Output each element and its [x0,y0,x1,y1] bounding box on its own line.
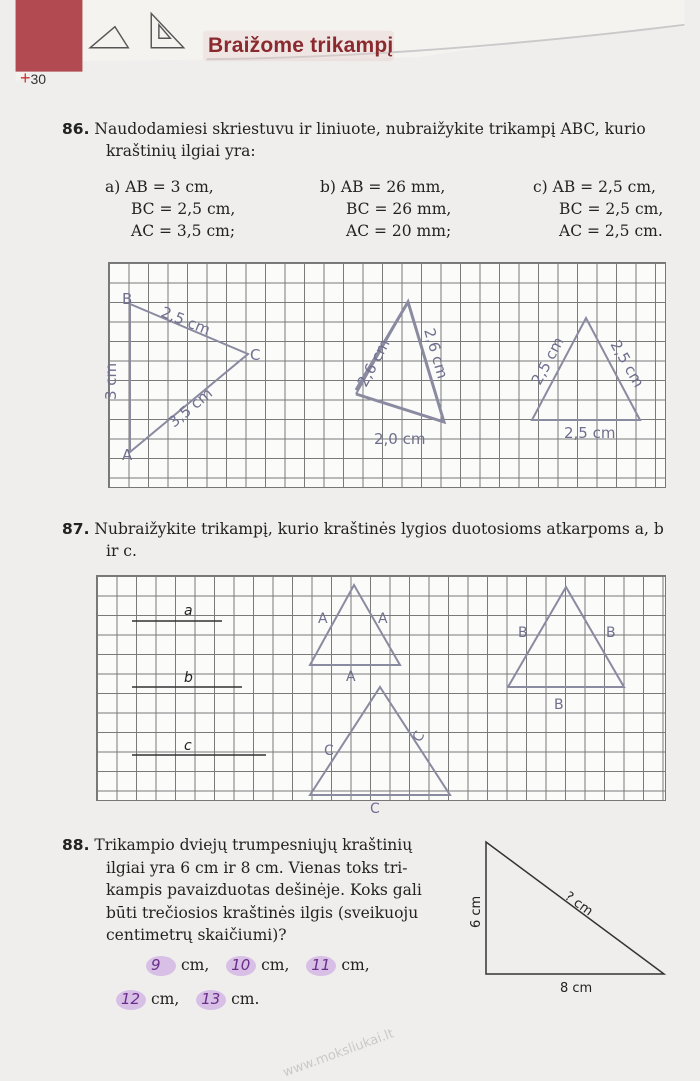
watermark: www.moksliukai.lt [280,1026,396,1081]
answers-row-1: 9 cm, 10 cm, 11 cm, [146,954,370,976]
segment-a-label: a [184,603,193,619]
answer-10: 10 [226,956,256,976]
page-number: +30 [20,68,47,88]
exercise-86-text: 86. Naudodamiesi skriestuvu ir liniuote, nubraižykite trikampį ABC, kurio kraštinių ilgiai yra: [62,120,646,160]
svg-text:C: C [409,728,429,745]
svg-text:A: A [378,611,388,627]
answer-12: 12 [116,990,146,1010]
side-6cm-label: 6 cm [469,895,484,928]
label-side-2-5c: 2,5 cm [564,424,616,442]
label-C: C [250,346,261,364]
segment-b-label: b [184,670,193,686]
right-triangle-figure [462,832,678,1002]
label-side-2-5b: 2,5 cm [606,337,648,391]
label-A: A [122,446,133,464]
label-side-2-6a: 2,6 cm [353,335,394,390]
answer-11: 11 [306,956,336,976]
exercise-88-text: 88. Trikampio dviejų trumpesniųjų kraštinių ilgiai yra 6 cm ir 8 cm. Vienas toks tri- kampis pavaizduotas dešinėje. Koks gali būti trečiosios kraštinės ilgis (sveikuoju centimetrų skaičiumi)? [62,836,422,944]
label-side-2-5a: 2,5 cm [527,333,568,388]
label-side-3: 3 cm [102,362,120,400]
option-c: c) AB = 2,5 cm, BC = 2,5 cm, AC = 2,5 cm. [533,178,664,240]
option-a: a) AB = 3 cm, BC = 2,5 cm, AC = 3,5 cm; [105,178,236,240]
svg-text:B: B [554,697,564,713]
hypotenuse-label: ? cm [561,889,596,920]
label-side-2-5: 2,5 cm [158,303,213,339]
answers-row-2: 12 cm, 13 cm. [116,988,259,1010]
svg-text:A: A [346,669,356,685]
label-side-2-6b: 2,6 cm [420,326,452,381]
drawing-86 [102,262,666,488]
side-8cm-label: 8 cm [560,981,593,996]
svg-text:B: B [518,625,528,641]
label-side-3-5: 3,5 cm [165,384,217,432]
svg-text:B: B [606,625,616,641]
exercise-87-text: 87. Nubraižykite trikampį, kurio kraštinės lygios duotosioms atkarpoms a, b ir c. [62,520,664,560]
label-side-2-0: 2,0 cm [374,430,426,448]
exercise-number: 86. [62,120,90,138]
answer-9: 9 [146,956,176,976]
svg-text:C: C [370,801,380,817]
option-b: b) AB = 26 mm, BC = 26 mm, AC = 20 mm; [320,178,452,240]
drawing-87 [96,575,666,817]
svg-text:C: C [324,743,334,759]
segment-c-label: c [184,738,192,754]
label-B: B [122,290,133,308]
page-title: Braižome trikampį [208,34,394,57]
svg-text:A: A [318,611,328,627]
exercise-number: 88. [62,836,90,854]
answer-13: 13 [196,990,226,1010]
exercise-number: 87. [62,520,90,538]
